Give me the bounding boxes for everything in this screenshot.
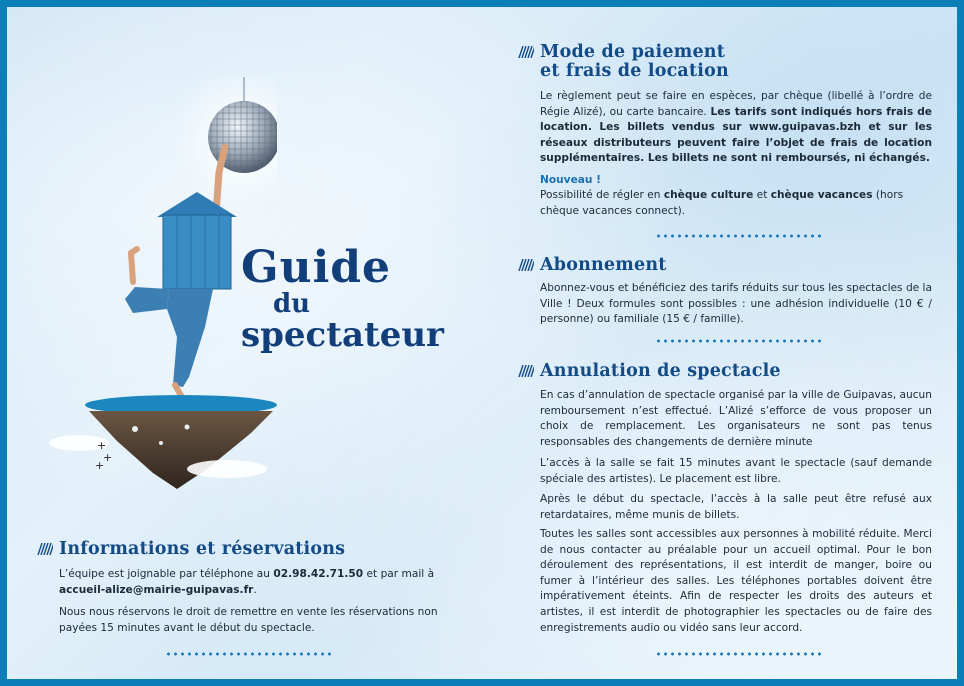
- svg-text:+: +: [97, 439, 107, 452]
- info-text-c: .: [253, 583, 257, 596]
- info-text-a: L’équipe est joignable par téléphone au: [59, 568, 274, 580]
- annulation-heading: [518, 362, 938, 381]
- paiement-p2-e: (hors chèque vacances connect).: [540, 189, 904, 217]
- nouveau-label: Nouveau !: [540, 174, 601, 186]
- cheque-vacances: chèque vacances: [770, 189, 873, 201]
- hatch-icon: [518, 259, 534, 271]
- hatch-icon: [518, 46, 534, 58]
- info-paragraph-2: Nous nous réservons le droit de remettre en vente les réservations non payées 15 minutes avant le début du spectacle.: [59, 606, 438, 634]
- paiement-paragraph-1: [540, 89, 932, 167]
- info-heading-text: Informations et réservations: [59, 539, 346, 559]
- paiement-text: Le règlement peut se faire en espèces, par chèque (libellé à l’ordre de Régie Alizé), ou carte bancaire.: [540, 90, 932, 118]
- info-heading: [37, 540, 367, 559]
- svg-text:+: +: [103, 451, 113, 464]
- info-paragraph-1: [59, 567, 439, 598]
- cheque-culture: chèque culture: [663, 189, 754, 201]
- info-text-b: et par mail à: [363, 568, 435, 580]
- paiement-p2-c: et: [753, 189, 771, 201]
- abonnement-paragraph: Abonnez-vous et bénéficiez des tarifs réduits sur tous les spectacles de la Ville ! Deux formules sont possibles : une adhésion individuelle (10 € / personne) ou familiale (15 € / famille).: [540, 282, 932, 326]
- annulation-paragraph-1: En cas d’annulation de spectacle organisé par la ville de Guipavas, aucun remboursement n’est effectué. L’Alizé s’efforce de vous proposer un choix de remplacement. Les organisateurs ne sont pas tenus responsables des changements de dernière minute: [540, 389, 932, 448]
- floating-island: [49, 395, 277, 489]
- birdhouse-icon: [157, 192, 237, 289]
- hatch-icon: [37, 543, 53, 555]
- guide-title-line1: Guide: [241, 242, 392, 293]
- abonnement-heading: [518, 256, 938, 275]
- guide-title: [241, 242, 471, 355]
- phone-number: 02.98.42.71.50: [273, 568, 364, 580]
- hatch-icon: [518, 365, 534, 377]
- paiement-text-bold: Les tarifs sont indiqués hors frais de location. Les billets vendus sur www.guipavas.bzh et sur les réseaux distributeurs peuvent faire l’objet de frais de location supplémentaires. Les billets ne sont ni remboursés, ni échangés.: [540, 105, 932, 165]
- email-link[interactable]: accueil-alize@mairie-guipavas.fr: [59, 583, 254, 596]
- divider-dots: [165, 652, 335, 656]
- svg-text:+: +: [95, 459, 105, 472]
- divider-dots: [655, 652, 825, 656]
- paiement-p2-a: Possibilité de régler en: [540, 189, 664, 201]
- annulation-paragraph-2: L’accès à la salle se fait 15 minutes avant le spectacle (sauf demande spéciale des artistes). Le placement est libre.: [540, 457, 932, 485]
- paiement-heading-line1: Mode de paiement: [540, 42, 725, 62]
- paiement-paragraph-2: [540, 188, 932, 219]
- divider-dots: [655, 339, 825, 343]
- annulation-paragraph-4: Toutes les salles sont accessibles aux personnes à mobilité réduite. Merci de nous contacter au préalable pour un accueil optimal. Pour le bon déroulement des représentations, il est interdit de manger, boire ou fumer à l’intérieur des salles. Les téléphones portables doivent être impérativement éteints. Afin de respecter les droits des auteurs et artistes, il est interdit de photographier les spectacles ou de faire des enregistrements audio ou vidéo sans leur accord.: [540, 528, 932, 634]
- guide-title-line2: du: [273, 289, 311, 319]
- divider-dots: [655, 234, 825, 238]
- paiement-heading-line2: et frais de location: [540, 61, 729, 81]
- guide-title-line3: spectateur: [241, 315, 444, 355]
- annulation-heading-text: Annulation de spectacle: [540, 361, 781, 381]
- paiement-heading: [518, 43, 938, 81]
- annulation-paragraph-3: Après le début du spectacle, l’accès à la salle peut être refusé aux retardataires, même munis de billets.: [540, 493, 932, 521]
- abonnement-heading-text: Abonnement: [540, 255, 667, 275]
